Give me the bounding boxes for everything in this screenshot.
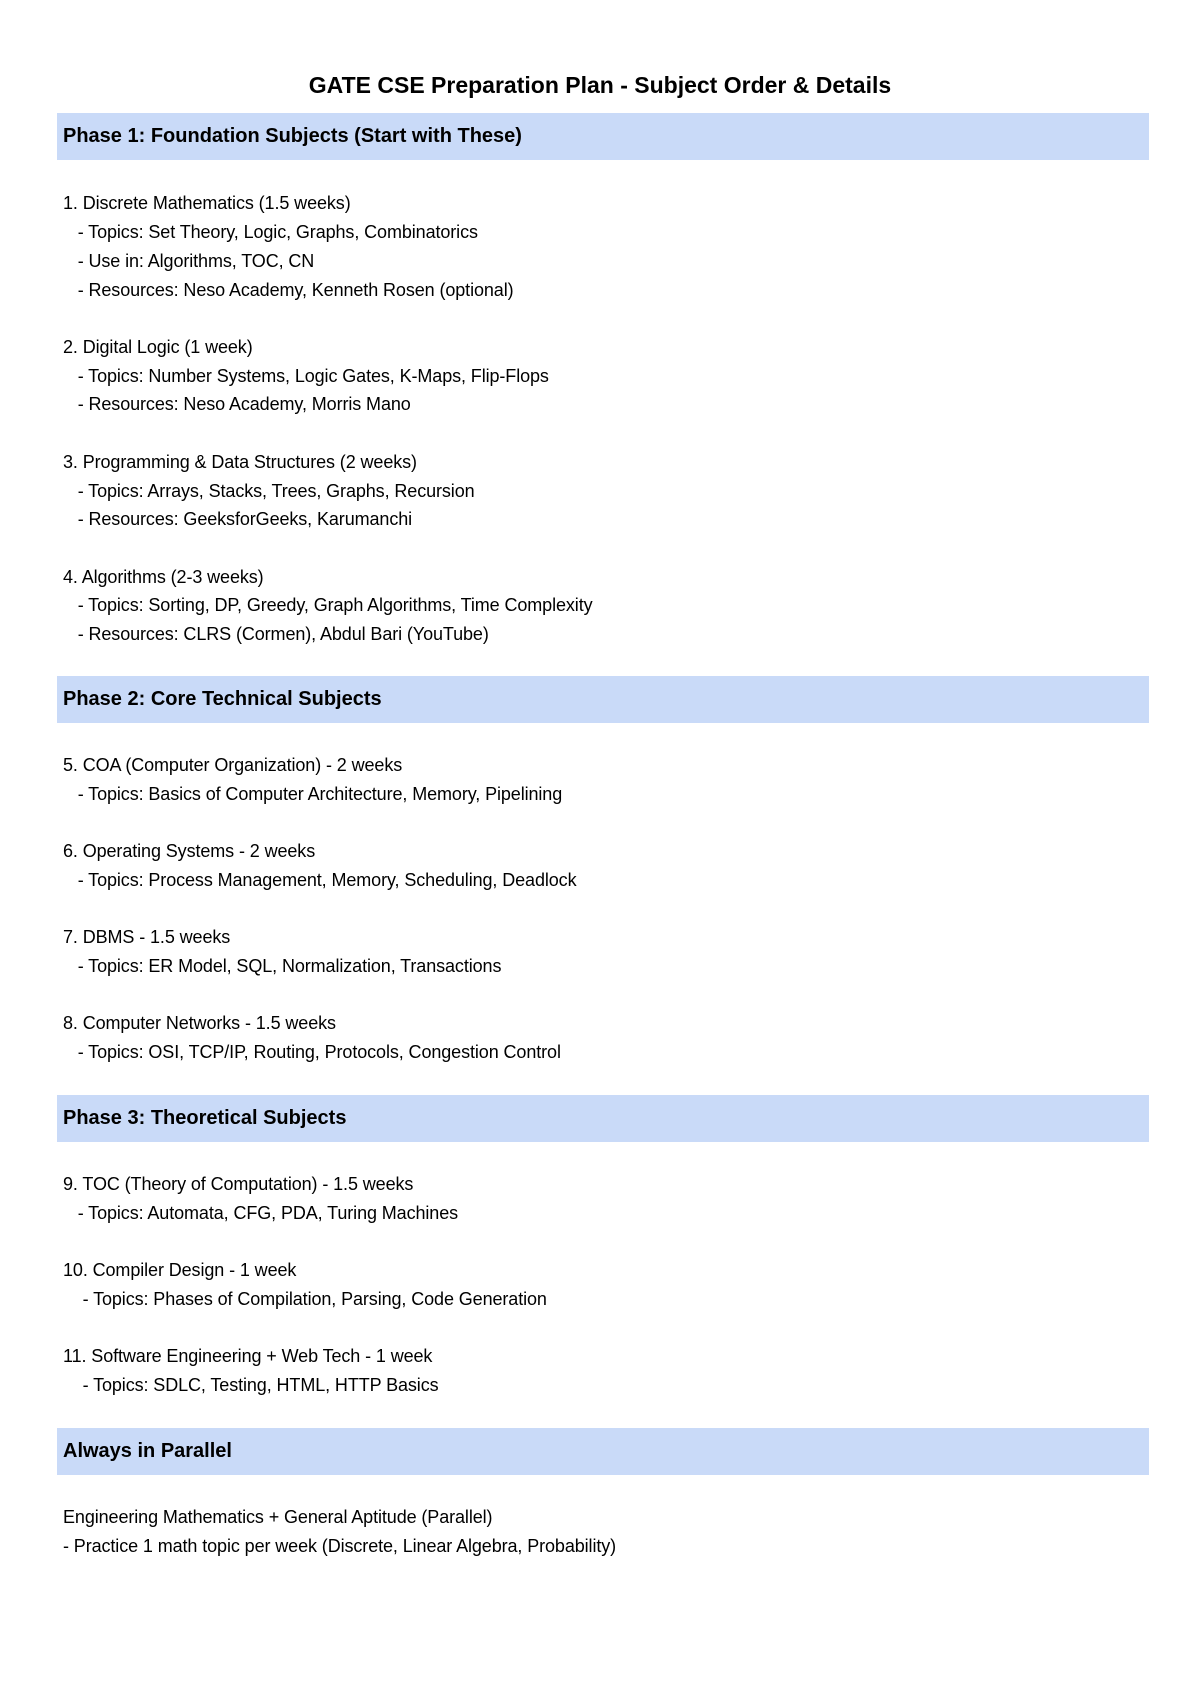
subject-line: Engineering Mathematics + General Aptitude (Parallel)	[63, 1507, 493, 1527]
detail-line: - Topics: Set Theory, Logic, Graphs, Combinatorics	[63, 222, 478, 242]
phase1-heading: Phase 1: Foundation Subjects (Start with These)	[63, 125, 522, 147]
detail-line: - Use in: Algorithms, TOC, CN	[63, 251, 315, 271]
phase2-heading: Phase 2: Core Technical Subjects	[63, 688, 382, 710]
subject-line: 6. Operating Systems - 2 weeks	[63, 841, 316, 861]
detail-line: - Topics: OSI, TCP/IP, Routing, Protocols, Congestion Control	[63, 1042, 561, 1062]
detail-line: - Topics: Number Systems, Logic Gates, K-Maps, Flip-Flops	[63, 366, 549, 386]
detail-line: - Topics: Arrays, Stacks, Trees, Graphs, Recursion	[63, 481, 475, 501]
detail-line: - Resources: CLRS (Cormen), Abdul Bari (YouTube)	[63, 624, 489, 644]
detail-line: - Topics: ER Model, SQL, Normalization, Transactions	[63, 956, 502, 976]
detail-line: - Resources: GeeksforGeeks, Karumanchi	[63, 509, 413, 529]
parallel-header-band	[57, 1428, 1149, 1475]
phase3-heading: Phase 3: Theoretical Subjects	[63, 1107, 347, 1129]
detail-line: - Resources: Neso Academy, Morris Mano	[63, 394, 411, 414]
detail-line: - Topics: Basics of Computer Architecture, Memory, Pipelining	[63, 784, 563, 804]
detail-line: - Topics: SDLC, Testing, HTML, HTTP Basics	[63, 1375, 439, 1395]
phase3-header-band	[57, 1095, 1149, 1142]
subject-line: 4. Algorithms (2-3 weeks)	[63, 567, 264, 587]
detail-line: - Topics: Sorting, DP, Greedy, Graph Algorithms, Time Complexity	[63, 595, 593, 615]
detail-line: - Practice 1 math topic per week (Discrete, Linear Algebra, Probability)	[63, 1536, 617, 1556]
page-title: GATE CSE Preparation Plan - Subject Order & Details	[308, 72, 892, 98]
parallel-heading: Always in Parallel	[63, 1440, 232, 1462]
detail-line: - Topics: Automata, CFG, PDA, Turing Machines	[63, 1203, 459, 1223]
subject-line: 5. COA (Computer Organization) - 2 weeks	[63, 755, 403, 775]
subject-line: 10. Compiler Design - 1 week	[63, 1260, 297, 1280]
subject-line: 9. TOC (Theory of Computation) - 1.5 weeks	[63, 1174, 414, 1194]
subject-line: 8. Computer Networks - 1.5 weeks	[63, 1013, 336, 1033]
subject-line: 1. Discrete Mathematics (1.5 weeks)	[63, 193, 351, 213]
subject-line: 11. Software Engineering + Web Tech - 1 week	[63, 1346, 433, 1366]
phase1-header-band	[57, 113, 1149, 160]
phase2-header-band	[57, 676, 1149, 723]
subject-line: 3. Programming & Data Structures (2 weeks)	[63, 452, 417, 472]
detail-line: - Resources: Neso Academy, Kenneth Rosen (optional)	[63, 280, 514, 300]
detail-line: - Topics: Process Management, Memory, Scheduling, Deadlock	[63, 870, 577, 890]
detail-line: - Topics: Phases of Compilation, Parsing, Code Generation	[63, 1289, 547, 1309]
subject-line: 7. DBMS - 1.5 weeks	[63, 927, 231, 947]
subject-line: 2. Digital Logic (1 week)	[63, 337, 253, 357]
